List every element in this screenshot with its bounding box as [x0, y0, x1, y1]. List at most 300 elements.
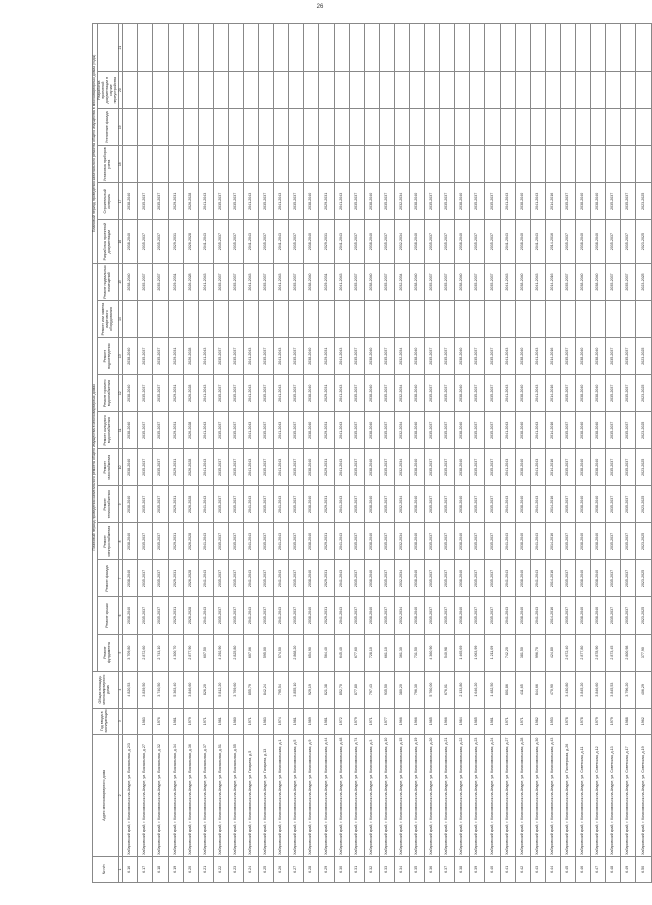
row-cell: 2035-2037 — [153, 597, 168, 634]
row-empty-cell — [530, 72, 545, 109]
row-cell — [198, 146, 213, 183]
column-number-cell: 18 — [118, 146, 123, 183]
row-year: 1979 — [349, 708, 364, 734]
row-cell: 2038-2040 — [123, 375, 138, 412]
row-cell: 2032-2034 — [394, 449, 409, 486]
row-address: Хабаровский край, г. Комсомольск-на-Амуре, ул. Вокзальная, д.51 — [213, 734, 228, 856]
row-cell: 2035-2037 — [485, 560, 500, 597]
row-cell: 2035-2037 — [349, 338, 364, 375]
row-cell: 2035-2037 — [138, 412, 153, 449]
row-cell: 2026-2028 — [183, 486, 198, 523]
row-cell — [274, 146, 289, 183]
row-cell: 2038-2040 — [410, 338, 425, 375]
row-empty-cell — [213, 24, 228, 72]
row-cell: 2029-2031 — [319, 220, 334, 264]
row-cell: 2035-2037 — [425, 412, 440, 449]
row-cell: 2041-2043 — [530, 263, 545, 300]
row-empty-cell — [410, 24, 425, 72]
row-cell — [138, 109, 153, 146]
row-cell: 2035-2037 — [621, 597, 636, 634]
table-row — [425, 24, 440, 883]
row-address: Хабаровский край, г. Комсомольск-на-Амуре, ул. Вокзальная, д.37 — [198, 734, 213, 856]
row-cell — [470, 109, 485, 146]
row-cell: 2035-2037 — [153, 338, 168, 375]
row-cell: 2035-2037 — [606, 523, 621, 560]
row-cell: 2014-2016 — [545, 486, 560, 523]
row-year: 1981 — [485, 708, 500, 734]
row-year: 1953 — [545, 708, 560, 734]
row-cell: 2038-2040 — [576, 375, 591, 412]
row-cell: 2035-2037 — [425, 338, 440, 375]
row-cell: 2035-2037 — [259, 263, 274, 300]
row-empty-cell — [243, 72, 258, 109]
row-cell — [123, 301, 138, 338]
row-cell — [591, 301, 606, 338]
row-cell — [440, 109, 455, 146]
capital-repair-table — [92, 23, 652, 883]
row-cell: 2041-2043 — [530, 597, 545, 634]
row-cell: 2041-2043 — [274, 220, 289, 264]
row-address: Хабаровский край, г. Комсомольск-на-Амуре, ул. Комсомольская, д.19 — [410, 734, 425, 856]
row-cell: 2038-2040 — [410, 560, 425, 597]
row-cell: 2035-2037 — [259, 449, 274, 486]
row-cell: 2035-2037 — [606, 412, 621, 449]
row-cell: 2035-2037 — [470, 597, 485, 634]
row-empty-cell — [560, 72, 575, 109]
header-meter: Установка приборов учета — [97, 146, 118, 183]
row-number: 6.30 — [334, 856, 349, 882]
row-cell — [485, 109, 500, 146]
row-cell: 2038-2040 — [410, 412, 425, 449]
row-area: 801,86 — [500, 671, 515, 708]
row-cell: 2035-2037 — [138, 523, 153, 560]
row-cell: 2029-2031 — [319, 263, 334, 300]
row-cell: 2035-2037 — [349, 560, 364, 597]
row-cell: 2038-2040 — [410, 183, 425, 220]
row-cell: 2035-2037 — [213, 523, 228, 560]
column-number-cell: 17 — [118, 183, 123, 220]
row-number: 6.45 — [560, 856, 575, 882]
row-address: Хабаровский край, г. Комсомольск-на-Амуре, ул. Комсомольская, д.9 — [304, 734, 319, 856]
row-empty-cell — [500, 72, 515, 109]
row-year — [123, 708, 138, 734]
row-cell: 2023-2025 — [636, 220, 652, 264]
row-cell — [621, 109, 636, 146]
row-empty-cell — [364, 24, 379, 72]
row-address: Хабаровский край, г. Комсомольск-на-Амуре, ул. Вокзальная, д.32 — [153, 734, 168, 856]
row-cell: 574,50 — [274, 634, 289, 671]
column-number-cell: 7 — [118, 560, 123, 597]
row-cell: 2038-2040 — [123, 523, 138, 560]
table-row — [455, 24, 470, 883]
row-address: Хабаровский край, г. Комсомольск-на-Амуре, ул. Комсомольская, д.74 — [349, 734, 364, 856]
row-cell: 2038-2040 — [455, 220, 470, 264]
row-cell: 2038-2040 — [364, 560, 379, 597]
row-empty-cell — [213, 72, 228, 109]
row-address: Хабаровский край, г. Комсомольск-на-Амуре, ул. Комсомольская, д.43 — [545, 734, 560, 856]
row-year: 1962 — [636, 708, 652, 734]
row-cell: 2038-2040 — [515, 523, 530, 560]
row-cell: 2041-2043 — [500, 597, 515, 634]
row-number: 6.46 — [576, 856, 591, 882]
row-cell: 2035-2037 — [425, 597, 440, 634]
row-cell: 2035-2037 — [485, 338, 500, 375]
row-cell: 2041-2043 — [530, 183, 545, 220]
row-cell: 2038-2040 — [123, 412, 138, 449]
row-empty-cell — [304, 24, 319, 72]
row-cell: 2035-2037 — [228, 523, 243, 560]
row-cell: 2035-2037 — [289, 263, 304, 300]
row-empty-cell — [243, 24, 258, 72]
row-number: 6.36 — [425, 856, 440, 882]
row-empty-cell — [123, 72, 138, 109]
header-basement: Ремонт подвальных помещений — [97, 263, 118, 300]
column-number-cell: 13 — [118, 338, 123, 375]
row-cell — [636, 146, 652, 183]
row-empty-cell — [259, 72, 274, 109]
row-number: 6.42 — [515, 856, 530, 882]
row-cell — [168, 109, 183, 146]
row-cell — [410, 146, 425, 183]
row-cell: 2035-2037 — [138, 486, 153, 523]
row-cell: 1 063,99 — [470, 634, 485, 671]
row-cell: 2029-2031 — [168, 183, 183, 220]
row-empty-cell — [228, 24, 243, 72]
table-row — [334, 24, 349, 883]
row-cell — [319, 146, 334, 183]
row-cell: 2026-2028 — [183, 375, 198, 412]
row-cell — [485, 146, 500, 183]
row-cell: 2038-2040 — [515, 412, 530, 449]
row-cell — [500, 301, 515, 338]
row-cell: 2038-2040 — [515, 449, 530, 486]
row-cell: 2035-2037 — [289, 375, 304, 412]
row-year: 1979 — [183, 708, 198, 734]
column-number-cell: 20 — [118, 72, 123, 109]
row-cell: 2041-2043 — [334, 220, 349, 264]
row-area: 3 796,20 — [621, 671, 636, 708]
row-cell: 2035-2037 — [606, 597, 621, 634]
row-year: 1981 — [168, 708, 183, 734]
row-cell: 2041-2043 — [530, 523, 545, 560]
row-cell: 2035-2037 — [228, 338, 243, 375]
row-cell: 2041-2043 — [198, 597, 213, 634]
row-empty-cell — [168, 24, 183, 72]
row-cell — [304, 109, 319, 146]
row-year: 1976 — [153, 708, 168, 734]
column-number-cell: 12 — [118, 375, 123, 412]
row-cell: 2035-2037 — [213, 263, 228, 300]
row-number: 6.49 — [621, 856, 636, 882]
row-cell: 2035-2037 — [440, 183, 455, 220]
row-cell: 2014-2016 — [545, 263, 560, 300]
row-empty-cell — [606, 24, 621, 72]
row-address: Хабаровский край, г. Комсомольск-на-Амуре, ул. Вокзальная, д.34 — [168, 734, 183, 856]
row-cell: 2035-2037 — [138, 560, 153, 597]
row-cell — [334, 109, 349, 146]
column-number-cell: 21 — [118, 24, 123, 72]
row-cell: 2035-2037 — [228, 560, 243, 597]
row-cell: 2038-2040 — [123, 338, 138, 375]
row-empty-cell — [183, 24, 198, 72]
header-gas: Ремонт газоснабжения — [97, 449, 118, 486]
row-cell: 2035-2037 — [228, 263, 243, 300]
row-empty-cell — [153, 72, 168, 109]
row-cell: 731,50 — [410, 634, 425, 671]
row-area: 877,80 — [349, 671, 364, 708]
row-cell: 2035-2037 — [259, 220, 274, 264]
row-cell: 2038-2040 — [515, 486, 530, 523]
row-cell — [545, 109, 560, 146]
row-cell: 2041-2043 — [530, 449, 545, 486]
row-cell: 2038-2040 — [304, 523, 319, 560]
table-row — [138, 24, 153, 883]
row-cell: 2035-2037 — [470, 449, 485, 486]
row-cell — [591, 109, 606, 146]
row-address: Хабаровский край, г. Комсомольск-на-Амуре, ул. Комсомольская, д.1 — [274, 734, 289, 856]
row-address: Хабаровский край, г. Комсомольск-на-Амуре, ул. Комсомольская, д.24 — [485, 734, 500, 856]
row-cell — [364, 301, 379, 338]
row-cell: 2032-2034 — [394, 263, 409, 300]
row-number: 6.39 — [470, 856, 485, 882]
header-cold-water: Ремонт холодного водоснабжения — [97, 412, 118, 449]
row-cell: 2 743,10 — [153, 634, 168, 671]
row-address: Хабаровский край, г. Комсомольск-на-Амуре, ул. Вокзальная, д.36 — [183, 734, 198, 856]
row-cell: 2038-2040 — [364, 523, 379, 560]
row-cell: 2035-2037 — [621, 263, 636, 300]
row-year: 1981 — [213, 708, 228, 734]
row-year: 1971 — [500, 708, 515, 734]
row-cell: 2041-2043 — [243, 375, 258, 412]
row-area: 406,29 — [636, 671, 652, 708]
row-cell — [259, 146, 274, 183]
row-cell: 2038-2040 — [576, 263, 591, 300]
row-cell: 2038-2040 — [364, 375, 379, 412]
row-address: Хабаровский край, г. Комсомольск-на-Амуре, ул. Вокзальная, д.55 — [228, 734, 243, 856]
row-cell: 2038-2040 — [364, 412, 379, 449]
row-cell: 2041-2043 — [243, 560, 258, 597]
row-address: Хабаровский край, г. Комсомольск-на-Амуре, ул. Комсомольская, д.15 — [394, 734, 409, 856]
table-row — [515, 24, 530, 883]
row-address: Хабаровский край, г. Комсомольск-на-Амуре, ул. Комсомольская, д.21 — [440, 734, 455, 856]
row-cell: 2029-2031 — [168, 597, 183, 634]
row-cell: 2035-2037 — [440, 412, 455, 449]
row-cell: 2035-2037 — [470, 412, 485, 449]
row-cell: 2038-2040 — [304, 597, 319, 634]
row-cell: 2035-2037 — [470, 523, 485, 560]
row-cell: 2041-2043 — [334, 375, 349, 412]
row-cell: 2041-2043 — [274, 338, 289, 375]
row-cell: 2026-2028 — [183, 263, 198, 300]
row-cell: 2035-2037 — [379, 486, 394, 523]
row-cell: 2035-2037 — [606, 263, 621, 300]
row-number: 6.17 — [138, 856, 153, 882]
row-year: 1989 — [304, 708, 319, 734]
row-area: 826,20 — [198, 671, 213, 708]
header-facade: Ремонт фасада — [97, 560, 118, 597]
table-row — [243, 24, 258, 883]
row-cell: 2041-2043 — [274, 183, 289, 220]
row-cell: 2035-2037 — [485, 375, 500, 412]
table-row — [591, 24, 606, 883]
row-area: 1 482,50 — [485, 671, 500, 708]
row-cell: 2038-2040 — [576, 338, 591, 375]
row-cell: 2035-2037 — [621, 560, 636, 597]
row-year: 1977 — [379, 708, 394, 734]
row-number: 6.33 — [379, 856, 394, 882]
row-cell: 2035-2037 — [560, 375, 575, 412]
row-cell: 2023-2025 — [636, 560, 652, 597]
row-cell — [515, 109, 530, 146]
row-cell — [394, 109, 409, 146]
header-foundation: Ремонт фундамента — [97, 634, 118, 671]
row-cell: 2035-2037 — [485, 412, 500, 449]
row-cell: 2035-2037 — [621, 486, 636, 523]
row-cell: 2035-2037 — [259, 597, 274, 634]
row-cell: 2041-2043 — [274, 597, 289, 634]
row-area: 796,30 — [410, 671, 425, 708]
row-cell — [621, 146, 636, 183]
table-row — [530, 24, 545, 883]
row-cell: 2035-2037 — [560, 338, 575, 375]
row-cell: 2035-2037 — [349, 449, 364, 486]
row-cell: 2035-2037 — [621, 449, 636, 486]
row-empty-cell — [289, 24, 304, 72]
row-cell: 2038-2040 — [304, 449, 319, 486]
row-area: 3 855,10 — [289, 671, 304, 708]
row-cell — [560, 301, 575, 338]
row-cell — [530, 109, 545, 146]
row-number: 6.26 — [274, 856, 289, 882]
row-cell: 2038-2040 — [576, 183, 591, 220]
row-cell: 2035-2037 — [440, 597, 455, 634]
row-cell: 2035-2037 — [153, 183, 168, 220]
row-cell: 2035-2037 — [289, 449, 304, 486]
row-cell: 2038-2040 — [304, 412, 319, 449]
row-empty-cell — [530, 24, 545, 72]
row-year: 1981 — [289, 708, 304, 734]
row-empty-cell — [576, 72, 591, 109]
row-cell — [259, 109, 274, 146]
row-cell — [379, 146, 394, 183]
row-address: Хабаровский край, г. Комсомольск-на-Амуре, ул. Комсомольская, д.44 — [319, 734, 334, 856]
row-cell: 2035-2037 — [153, 220, 168, 264]
row-cell: 2041-2043 — [530, 486, 545, 523]
row-cell: 2035-2037 — [440, 220, 455, 264]
row-number: 6.19 — [168, 856, 183, 882]
row-cell: 2035-2037 — [259, 412, 274, 449]
table-row — [576, 24, 591, 883]
row-address: Хабаровский край, г. Комсомольск-на-Амуре, ул. Советская, д.12 — [591, 734, 606, 856]
row-cell — [455, 146, 470, 183]
row-cell: 2032-2034 — [394, 220, 409, 264]
row-area: 5 812,20 — [213, 671, 228, 708]
row-cell — [500, 109, 515, 146]
row-cell — [228, 301, 243, 338]
row-empty-cell — [636, 24, 652, 72]
row-cell — [289, 146, 304, 183]
row-number: 6.22 — [213, 856, 228, 882]
row-cell: 2035-2037 — [560, 220, 575, 264]
row-year: 1978 — [576, 708, 591, 734]
row-cell: 2029-2031 — [168, 523, 183, 560]
row-cell: 2035-2037 — [153, 449, 168, 486]
header-extra: Разработка проектной документации в случае переустройства — [97, 72, 118, 109]
row-cell: 2014-2016 — [545, 338, 560, 375]
row-cell: 2041-2043 — [274, 412, 289, 449]
row-cell: 2035-2037 — [425, 220, 440, 264]
row-address: Хабаровский край, г. Комсомольск-на-Амуре, ул. Комсомольская, д.30 — [530, 734, 545, 856]
row-cell: 2035-2037 — [470, 183, 485, 220]
row-cell: 2035-2037 — [259, 183, 274, 220]
row-cell: 2038-2040 — [591, 486, 606, 523]
row-empty-cell — [591, 24, 606, 72]
row-cell: 2035-2037 — [621, 412, 636, 449]
row-empty-cell — [138, 72, 153, 109]
row-cell: 2029-2031 — [319, 183, 334, 220]
table-row — [485, 24, 500, 883]
row-cell: 2035-2037 — [470, 560, 485, 597]
row-cell: 2035-2037 — [621, 338, 636, 375]
row-cell — [304, 301, 319, 338]
row-cell: 2038-2040 — [123, 486, 138, 523]
row-cell: 377,90 — [636, 634, 652, 671]
row-cell — [153, 109, 168, 146]
row-cell: 996,70 — [530, 634, 545, 671]
row-cell: 2035-2037 — [138, 449, 153, 486]
row-empty-cell — [334, 72, 349, 109]
row-cell: 2035-2037 — [153, 560, 168, 597]
table-row — [394, 24, 409, 883]
row-cell — [606, 109, 621, 146]
row-empty-cell — [560, 24, 575, 72]
column-number-cell: 8 — [118, 523, 123, 560]
row-cell — [425, 146, 440, 183]
row-cell: 2035-2037 — [259, 523, 274, 560]
row-cell: 2041-2043 — [500, 183, 515, 220]
row-cell: 2035-2037 — [485, 263, 500, 300]
column-number-cell: 4 — [118, 671, 123, 708]
row-cell — [606, 146, 621, 183]
row-number: 6.23 — [228, 856, 243, 882]
row-cell: 2029-2031 — [319, 412, 334, 449]
row-cell: 2014-2016 — [545, 449, 560, 486]
row-cell — [183, 146, 198, 183]
row-cell: 607,06 — [243, 634, 258, 671]
row-cell: 2041-2043 — [334, 486, 349, 523]
row-cell — [304, 146, 319, 183]
row-address: Хабаровский край, г. Комсомольск-на-Амуре, ул. Советская, д.13 — [606, 734, 621, 856]
row-cell: 2032-2034 — [394, 597, 409, 634]
row-cell: 2026-2028 — [183, 560, 198, 597]
row-cell: 2035-2037 — [138, 183, 153, 220]
row-number: 6.47 — [591, 856, 606, 882]
row-cell: 2 825,80 — [228, 634, 243, 671]
row-cell: 424,80 — [545, 634, 560, 671]
table-row — [289, 24, 304, 883]
row-cell: 2035-2037 — [606, 183, 621, 220]
row-cell — [243, 146, 258, 183]
row-cell — [394, 146, 409, 183]
row-cell: 2029-2031 — [168, 263, 183, 300]
header-control: Строительный контроль — [97, 183, 118, 220]
row-year: 1966 — [440, 708, 455, 734]
column-number-cell: 6 — [118, 597, 123, 634]
row-cell: 2035-2037 — [228, 375, 243, 412]
row-number: 6.43 — [530, 856, 545, 882]
row-cell: 2038-2040 — [576, 597, 591, 634]
header-blank — [97, 24, 118, 72]
